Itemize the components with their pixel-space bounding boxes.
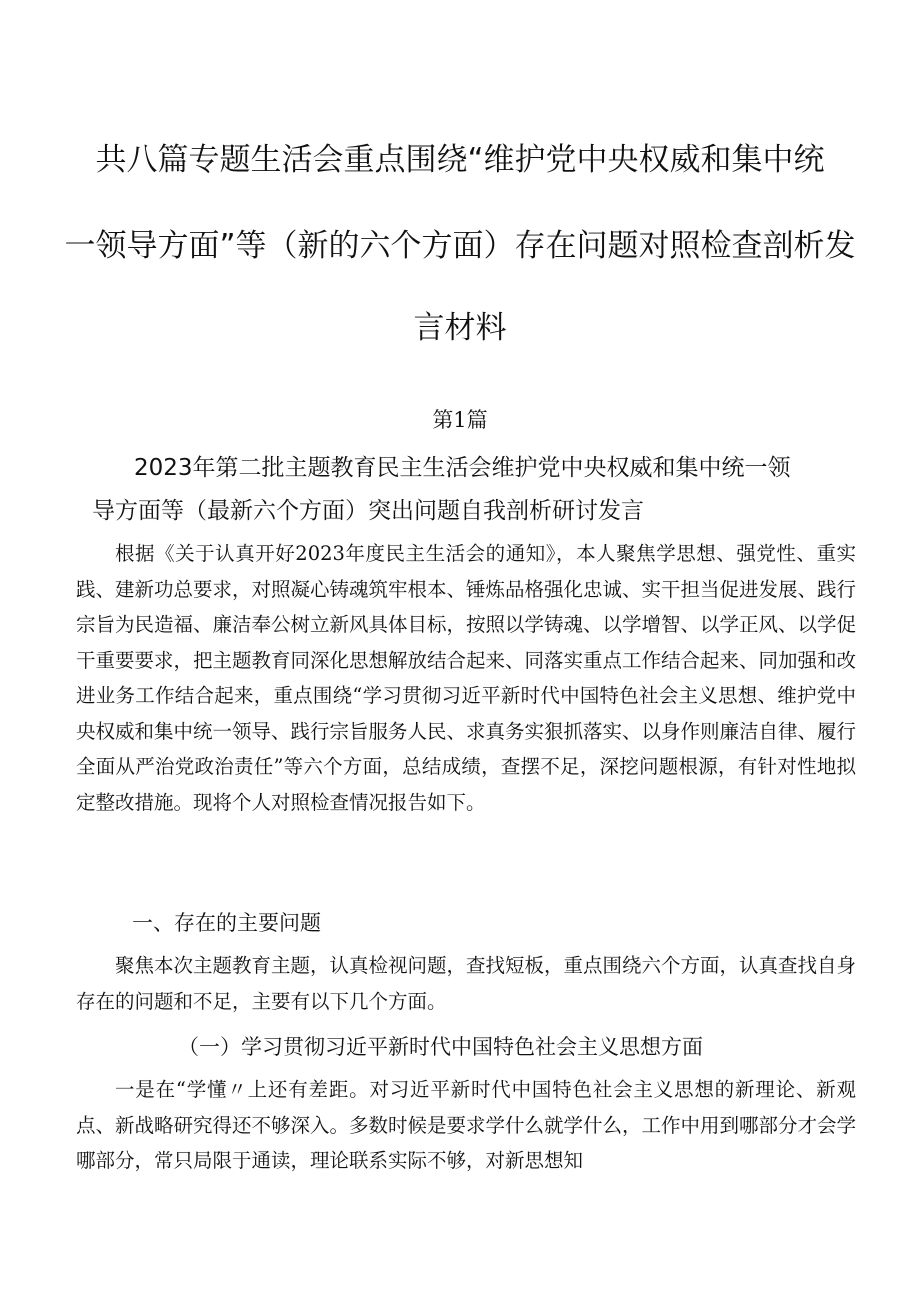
document-title-line-1: 共八篇专题生活会重点围绕“维护党中央权威和集中统	[95, 142, 825, 178]
subtitle-line-2: 导方面等（最新六个方面）突出问题自我剖析研讨发言	[92, 498, 644, 524]
section-heading-study-thought: （一）学习贯彻习近平新时代中国特色社会主义思想方面	[178, 1035, 703, 1059]
body-paragraph-study-gap: 一是在“学懂〃上还有差距。对习近平新时代中国特色社会主义思想的新理论、新观点、新战略研究得还不够深入。多数时候是要求学什么就学什么，工作中用到哪部分才会学哪部分，常只局限于通读，理论联系实际不够，对新思想知	[76, 1078, 857, 1172]
section-heading-main-problems: 一、存在的主要问题	[132, 911, 321, 935]
body-paragraph-intro: 根据《关于认真开好2023年度民主生活会的通知》，本人聚焦学思想、强党性、重实践、建新功总要求，对照凝心铸魂筑牢根本、锤炼品格强化忠诚、实干担当促进发展、践行宗旨为民造福、廉洁奉公树立新风具体目标，按照以学铸魂、以学增智、以学正风、以学促干重要要求，把主题教育同深化思想解放结合起来、同落实重点工作结合起来、同加强和改进业务工作结合起来，重点围绕“学习贯彻习近平新时代中国特色社会主义思想、维护党中央权威和集中统一领导、践行宗旨服务人民、求真务实狠抓落实、以身作则廉洁自律、履行全面从严治党政治责任”等六个方面，总结成绩，查摆不足，深挖问题根源，有针对性地拟定整改措施。现将个人对照检查情况报告如下。	[76, 542, 857, 814]
subtitle-line-1: 2023年第二批主题教育民主生活会维护党中央权威和集中统一领	[134, 455, 791, 481]
piece-label: 第1篇	[432, 408, 488, 432]
document-title-line-3: 言材料	[413, 310, 507, 346]
body-paragraph-focus: 聚焦本次主题教育主题，认真检视问题，查找短板，重点围绕六个方面，认真查找自身存在的问题和不足，主要有以下几个方面。	[76, 954, 857, 1013]
document-title-line-2: 一领导方面”等（新的六个方面）存在问题对照检查剖析发	[64, 228, 856, 264]
